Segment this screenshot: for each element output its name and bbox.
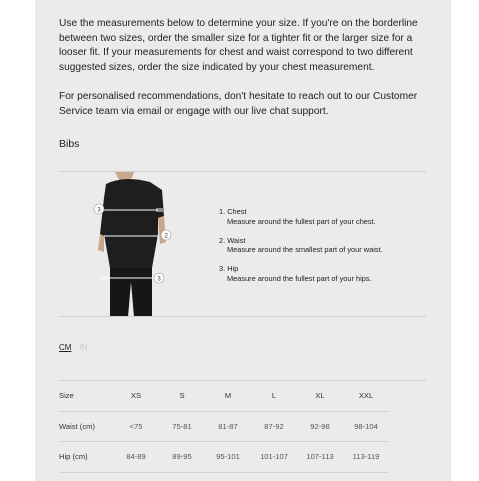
tab-cm[interactable]: CM: [59, 343, 72, 352]
cyclist-measurement-figure: [92, 172, 172, 317]
table-cell: 87-92: [251, 411, 297, 442]
table-cell: 75-81: [159, 411, 205, 442]
marker-1-icon: [94, 204, 104, 214]
table-cell: 92-98: [297, 411, 343, 442]
divider: [59, 316, 426, 317]
tab-in[interactable]: IN: [79, 343, 88, 352]
measurement-instructions: [219, 207, 383, 293]
measurement-chest: 1. Chest Measure around the fullest part of your chest.: [219, 207, 376, 226]
table-cell: 89-95: [159, 442, 205, 473]
measurement-waist: 2. Waist Measure around the smallest part of your waist.: [219, 235, 383, 255]
measurement-hip: 3. Hip Measure around the fullest part of your hips.: [219, 264, 372, 283]
support-paragraph: For personalised recommendations, don't hesitate to reach out to our Customer Service team via email or engage with our live chat support.: [59, 91, 418, 117]
table-cell: <75: [113, 411, 159, 442]
svg-text:2: 2: [164, 233, 168, 240]
header-cell: XXL: [343, 381, 389, 411]
table-row: [59, 411, 389, 442]
table-cell: 84-89: [113, 442, 159, 473]
size-table: [59, 381, 389, 473]
row-label: Hip (cm): [59, 442, 113, 473]
svg-text:3: 3: [157, 276, 161, 283]
table-cell: 98-104: [343, 411, 389, 442]
header-cell: L: [251, 381, 297, 411]
table-header-row: [59, 381, 389, 411]
row-label: Waist (cm): [59, 411, 113, 442]
table-row: [59, 442, 389, 473]
intro-paragraph: Use the measurements below to determine your size. If you're on the borderline between two sizes, order the smaller size for a tighter fit or the larger size for a looser fit. If your measurements for chest and waist correspond to two different suggested sizes, order the size indicated by your chest measurement.: [59, 18, 418, 73]
table-cell: 113-119: [343, 442, 389, 473]
table-cell: 81-87: [205, 411, 251, 442]
table-cell: 101-107: [251, 442, 297, 473]
table-cell: 95-101: [205, 442, 251, 473]
header-cell: S: [159, 381, 205, 411]
table-cell: 107-113: [297, 442, 343, 473]
header-cell: Size: [59, 381, 113, 411]
svg-text:3: 3: [97, 207, 101, 214]
unit-toggle: [59, 343, 94, 352]
header-cell: XL: [297, 381, 343, 411]
header-cell: M: [205, 381, 251, 411]
header-cell: XS: [113, 381, 159, 411]
marker-3-icon: [154, 273, 164, 283]
marker-2-icon: [161, 230, 171, 240]
section-title: Bibs: [59, 138, 80, 150]
